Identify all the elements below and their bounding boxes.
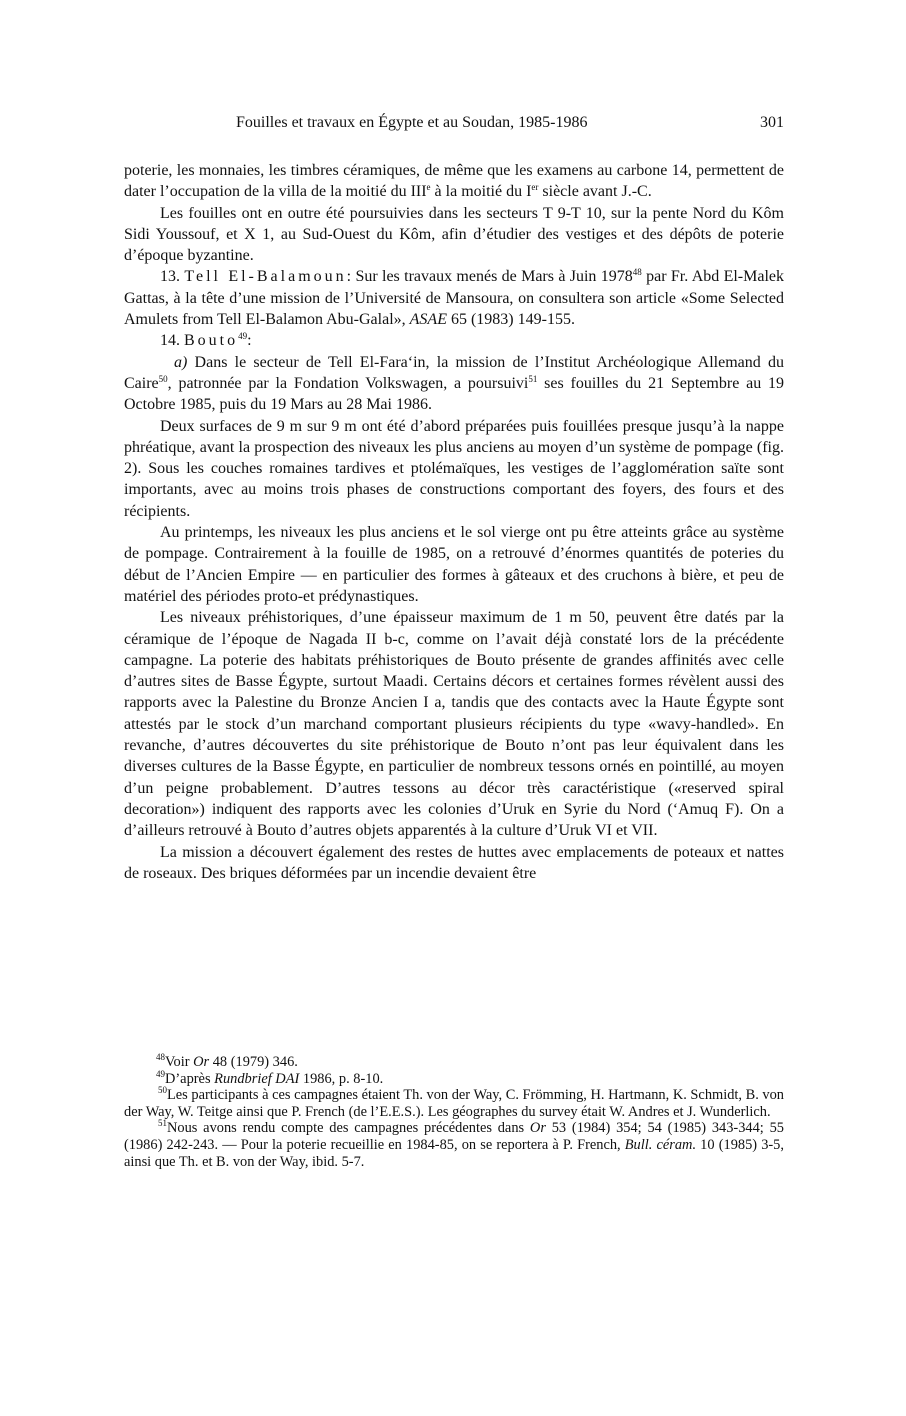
footnote-ref: 50 — [158, 373, 168, 384]
superscript: er — [531, 182, 539, 193]
footnote — [156, 1068, 784, 1088]
footnote-number: 49 — [156, 1068, 165, 1079]
text: , patronnée par la Fondation Volkswagen, a poursuivi — [167, 374, 529, 392]
footnote-ref: 48 — [632, 267, 642, 278]
text: par Fr. Abd El-Malek Gattas, à la tête d’une mission de l’Université de Mansoura, on consultera son article «Some Selected Amulets from Tell El-Balamon Abu-Galal», — [124, 268, 785, 329]
main-text — [124, 160, 784, 884]
text: 65 (1983) 149-155. — [446, 311, 575, 329]
superscript: e — [426, 182, 431, 193]
footnote — [156, 1054, 784, 1071]
section-number: 13. — [160, 268, 185, 286]
paragraph — [124, 352, 784, 416]
text: Voir — [165, 1054, 194, 1070]
text: 1986, p. 8-10. — [299, 1070, 384, 1087]
page-number: 301 — [760, 114, 784, 131]
text: Les participants à ces campagnes étaient Th. von der Way, C. Frömming, H. Hartmann, K. Schmidt, B. von der Way, W. Teitge ainsi que P. French (de l’E.E.S.). Les géographes du survey était W. Andres et J. Wunderlich. — [124, 1087, 784, 1120]
text: à la moitié du I — [430, 183, 532, 201]
paragraph: Deux surfaces de 9 m sur 9 m ont été d’abord préparées puis fouillées presque jusqu’à la nappe phréatique, avant la prospection des niveaux les plus anciens au moyen d’un système de pompage (fig. 2). Sous les couches romaines tardives et ptolémaïques, les vestiges de l’agglomération saïte sont importants, avec au moins trois phases de constructions comportant des foyers, des fours et des récipients. — [124, 417, 784, 520]
footnote-ref: 51 — [528, 373, 538, 384]
footnote-number: 50 — [158, 1085, 167, 1096]
text: 48 (1979) 346. — [209, 1054, 298, 1070]
text: D’après — [165, 1070, 215, 1087]
list-label: a) — [174, 353, 188, 371]
site-name: Bouto — [184, 332, 239, 350]
footnote-ref: 49 — [238, 331, 248, 342]
text: : — [247, 332, 252, 350]
text: ses fouilles du 21 Septembre au 19 Octobre 1985, puis du 19 Mars au 28 Mai 1986. — [124, 374, 785, 414]
paragraph — [124, 330, 784, 351]
text: Nous avons rendu compte des campagnes précédentes dans — [167, 1120, 530, 1137]
section-number: 14. — [160, 332, 184, 350]
journal-title: Bull. céram. — [624, 1136, 697, 1153]
paragraph — [124, 160, 784, 203]
journal-title: ASAE — [409, 311, 447, 329]
footnote — [124, 1087, 784, 1120]
journal-title: Rundbrief DAI — [214, 1070, 300, 1087]
site-name: Tell El-Balamoun — [184, 268, 347, 286]
journal-title: Or — [193, 1054, 210, 1070]
journal-title: Or — [529, 1120, 546, 1137]
running-header — [124, 114, 784, 140]
text: siècle avant J.-C. — [538, 183, 652, 201]
footnotes — [124, 1054, 784, 1170]
paragraph: Au printemps, les niveaux les plus anciens et le sol vierge ont pu être atteints grâce au système de pompage. Contrairement à la fouille de 1985, on a retrouvé d’énormes quantités de poteries du début de l’Ancien Empire — en particulier des formes à gâteaux et des cruchons à bière, et peu de matériel des périodes proto-et prédynastiques. — [124, 524, 784, 605]
paragraph — [124, 266, 784, 330]
text: 10 (1985) 3-5, ainsi que Th. et B. von der Way, ibid. 5-7. — [124, 1136, 784, 1170]
footnote — [124, 1120, 784, 1170]
footnote-number: 48 — [156, 1052, 165, 1062]
text: Dans le secteur de Tell El-Fara‘in, la mission de l’Institut Archéologique Allemand du Caire — [124, 353, 784, 392]
text: 53 (1984) 354; 54 (1985) 343-344; 55 (1986) 242-243. — Pour la poterie recueillie en 1984-85, on se reportera à P. French, — [124, 1120, 784, 1153]
paragraph: Les niveaux préhistoriques, d’une épaisseur maximum de 1 m 50, peuvent être datés par la céramique de l’époque de Nagada II b-c, comme on l’avait déjà constaté lors de la précédente campagne. La poterie des habitats préhistoriques de Bouto présente de grandes affinités avec celle d’autres sites de Basse Égypte, surtout Maadi. Certains décors et certaines formes révèlent aussi des rapports avec la Palestine du Bronze Ancien I a, tandis que des contacts avec la Haute Égypte sont attestés par le stock d’un marchand comportant plusieurs récipients du type «wavy-handled». En revanche, d’autres découvertes du site préhistorique de Bouto n’ont pas leur équivalent dans les diverses cultures de la Basse Égypte, en particulier de nombreux tessons ornés en pointillé, au moyen d’un peigne probablement. D’autres tessons au décor très caractéristique («reserved spiral decoration») indiquent des rapports avec les colonies d’Uruk en Syrie du Nord (‘Amuq F). On a d’ailleurs retrouvé à Bouto d’autres objets apparentés à la culture d’Uruk VI et VII. — [124, 609, 784, 840]
paragraph: Les fouilles ont en outre été poursuivies dans les secteurs T 9-T 10, sur la pente Nord du Kôm Sidi Youssouf, et X 1, au Sud-Ouest du Kôm, afin d’étudier des vestiges et des dépôts de poterie d’époque byzantine. — [124, 204, 784, 265]
paragraph: La mission a découvert également des restes de huttes avec emplacements de poteaux et nattes de roseaux. Des briques déformées par un incendie devaient être — [124, 843, 784, 882]
footnote-number: 51 — [158, 1118, 167, 1129]
text: : Sur les travaux menés de Mars à Juin 1978 — [346, 268, 633, 286]
running-title: Fouilles et travaux en Égypte et au Soudan, 1985-1986 — [236, 114, 588, 131]
text: poterie, les monnaies, les timbres céramiques, de même que les examens au carbone 14, permettent de dater l’occupation de la villa de la moitié du III — [124, 162, 784, 201]
